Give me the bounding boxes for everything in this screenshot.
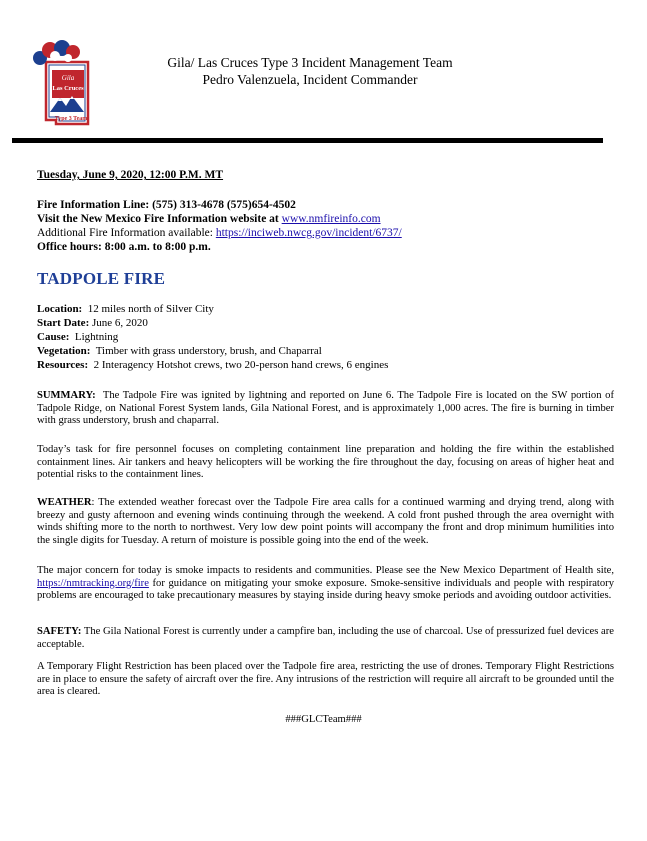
summary-text: The Tadpole Fire was ignited by lightning and reported on June 6. The Tadpole Fire is located on the SW portion of Tadpole Ridge, on National Forest System lands, Gila National Forest, and is approximately 1,000 acres. The fire is burning in timber with grass understory, brush and chaparral. [37,390,614,427]
tfr-paragraph: A Temporary Flight Restriction has been placed over the Tadpole fire area, restricting the use of drones. Temporary Flight Restrictions are in place to ensure the safety of aircraft over the fire. Any intrusions of the restriction will require all aircraft to be grounded until the area is cleared. [37,661,614,698]
task-paragraph: Today’s task for fire personnel focuses on completing containment line preparation and holding the fire within the established containment lines. Air tankers and heavy helicopters will be working the fire throughout the day, focusing on areas of higher heat and potential risks to the containment lines. [37,444,614,481]
office-hours: Office hours: 8:00 a.m. to 8:00 p.m. [37,241,211,253]
fire-title: TADPOLE FIRE [37,269,166,288]
vegetation-label: Vegetation: [37,345,91,357]
safety-text: The Gila National Forest is currently under a campfire ban, including the use of charcoal. Use of pressurized fuel devices are acceptable. [37,626,614,650]
weather-text: : The extended weather forecast over the Tadpole Fire area calls for a continued warming and drying trend, along with breezy and gusty afternoon and evening winds continuing through the weekend. A cold front pushed through the area overnight with winds shifting more to the north to northwest. Very low dew point points will accompany the front and drop minimum humilities into the single digits for Tuesday. A return of moisture is possible going into the end of the week. [37,497,614,546]
logo-text-las-cruces: Las Cruces [52,85,84,92]
detail-cause [37,330,118,344]
cause-label: Cause: [37,331,70,343]
fire-info-line: Fire Information Line: (575) 313-4678 (575)654-4502 [37,199,296,211]
resources-value: 2 Interagency Hotshot crews, two 20-person hand crews, 6 engines [93,359,389,371]
nmfireinfo-link[interactable]: www.nmfireinfo.com [281,213,381,225]
smoke-text-after: for guidance on mitigating your smoke exposure. Smoke-sensitive individuals and people with respiratory problems are encouraged to take precautionary measures by staying inside during heavy smoke periods and avoiding outdoor activities. [37,577,614,602]
smoke-paragraph [37,565,614,603]
smoke-text-before: The major concern for today is smoke impacts to residents and communities. Please see the New Mexico Department of Health site, [37,565,614,576]
detail-start-date [37,316,148,330]
header-divider [12,138,603,143]
additional-prefix: Additional Fire Information available: [37,227,216,239]
resources-label: Resources: [37,359,89,371]
team-name: Gila/ Las Cruces Type 3 Incident Management Team [167,55,453,70]
detail-resources [37,358,388,372]
release-date: Tuesday, June 9, 2020, 12:00 P.M. MT [37,169,224,181]
website-line [37,212,381,226]
logo-text-gila: Gila [61,74,75,82]
location-value: 12 miles north of Silver City [87,303,214,315]
nmtracking-link[interactable]: https://nmtracking.org/fire [37,577,149,589]
website-prefix: Visit the New Mexico Fire Information website at [37,213,282,225]
start-date-label: Start Date: [37,317,90,329]
vegetation-value: Timber with grass understory, brush, and Chaparral [95,345,322,357]
cause-value: Lightning [74,331,119,343]
incident-commander: Pedro Valenzuela, Incident Commander [202,72,418,87]
safety-label: SAFETY: [37,626,82,637]
inciweb-link[interactable]: https://inciweb.nwcg.gov/incident/6737/ [215,227,402,239]
location-label: Location: [37,303,83,315]
team-logo [28,40,100,128]
detail-location [37,302,214,316]
weather-paragraph [37,497,614,547]
summary-label: SUMMARY: [37,390,96,401]
logo-text-type3: Type 3 Team [54,116,88,122]
detail-vegetation [37,344,322,358]
weather-label: WEATHER [37,497,92,508]
additional-info-line [37,226,402,240]
closing-mark: ###GLCTeam### [285,714,362,725]
start-date-value: June 6, 2020 [91,317,148,329]
safety-paragraph [37,626,614,651]
summary-paragraph [37,390,614,428]
